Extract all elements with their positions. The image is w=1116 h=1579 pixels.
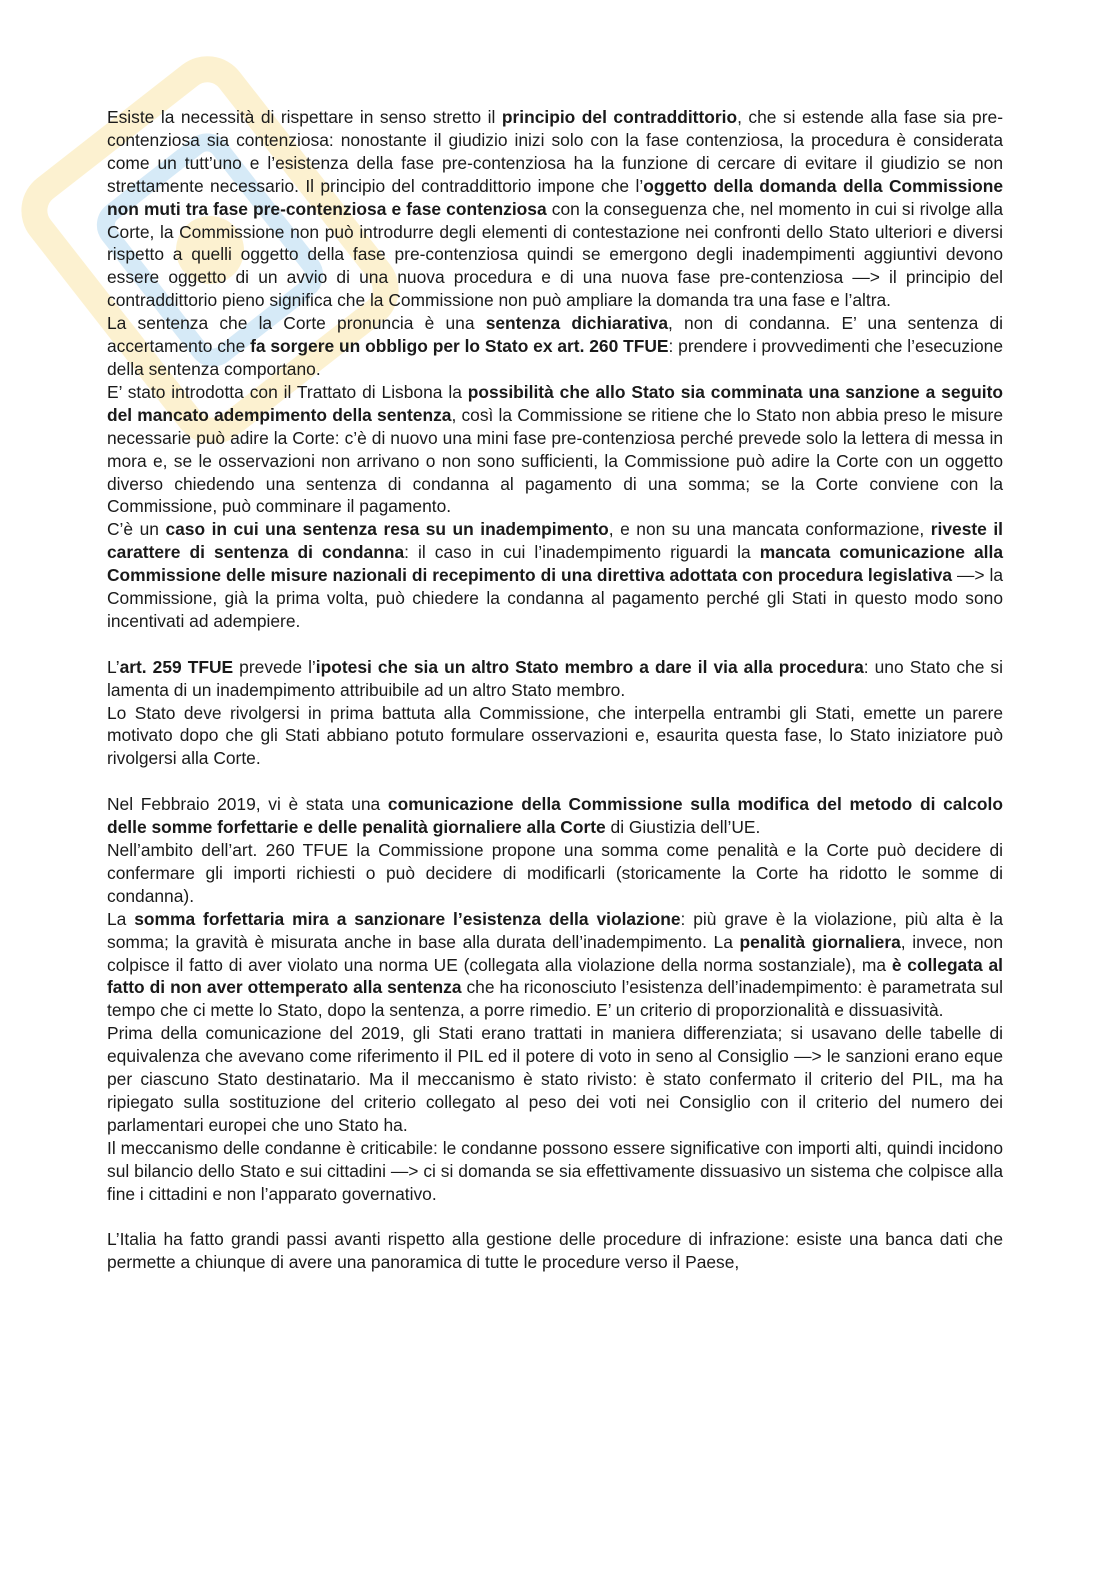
text-run: : prendere i provvedimenti che l’esecuzione della sentenza comportano. [107, 336, 1003, 379]
text-run: che ha riconosciuto l’esistenza dell’inadempimento: è parametrata sul tempo che ci mette lo Stato, dopo la sentenza, a porre rimedio. E’ un criterio di proporzionalità e dissuasività. [107, 977, 1003, 1021]
bold-text: mancata comunicazione alla Commissione delle misure nazionali di recepimento di una direttiva adottata con procedura legislativa [107, 542, 1004, 586]
text-run: di Giustizia dell’UE. [605, 817, 761, 838]
text-run: Nel Febbraio 2019, vi è stata una [107, 794, 388, 815]
bold-text: comunicazione della Commissione sulla modifica del metodo di calcolo delle somme forfettarie e delle penalità giornaliere alla Corte [107, 794, 1003, 838]
paragraph [107, 702, 1003, 771]
paragraph [107, 908, 1003, 1023]
text-run: Nell’ambito dell’art. 260 TFUE la Commissione propone una somma come penalità e la Corte può decidere di confermare gli importi richiesti o può decidere di modificarli (storicamente la Corte ha ridotto le somme di condanna). [107, 839, 1003, 906]
bold-text: riveste il carattere di sentenza di condanna [107, 519, 1004, 563]
paragraph [107, 1228, 1003, 1274]
bold-text: somma forfettaria mira a sanzionare l’esistenza della violazione [134, 908, 681, 929]
paragraph [107, 518, 1003, 633]
bold-text: principio del contraddittorio [501, 107, 738, 127]
text-run: con la conseguenza che, nel momento in cui si rivolge alla Corte, la Commissione non può introdurre degli elementi di contestazione nei confronti dello Stato ulteriori e diversi rispetto a quelli oggetto della fase pre-contenziosa quindi se emergono degli inadempimenti aggiuntivi devono essere oggetto di un avvio di una nuova procedura e di una nuova fase pre-contenziosa —> il principio del contraddittorio pieno significa che la Commissione non può ampliare la domanda tra una fase e l’altra. [107, 198, 1003, 311]
text-run: : il caso in cui l’inadempimento riguardi la [404, 542, 760, 563]
text-run: , e non su una mancata conformazione, [608, 519, 931, 540]
text-run: , che si estende alla fase sia pre-contenziosa sia contenziosa: nonostante il giudizio inizi solo con la fase contenziosa, la procedura è considerata come un tutt’uno e l’esistenza della fase pre-contenziosa ha la funzione di cercare di evitare il giudizio se non strettamente necessario. Il principio del contraddittorio impone che l’ [107, 107, 1003, 196]
text-run: La [107, 908, 135, 929]
text-run: , invece, non colpisce il fatto di aver violato una norma UE (collegata alla violazione della norma sostanziale), ma [107, 931, 1003, 975]
text-run: La sentenza che la Corte pronuncia è una [107, 313, 486, 334]
paragraph [107, 1137, 1003, 1206]
text-run: Prima della comunicazione del 2019, gli Stati erano trattati in maniera differenziata; si usavano delle tabelle di equivalenza che avevano come riferimento il PIL ed il potere di voto in seno al Consiglio —> le sanzioni erano eque per ciascuno Stato destinatario. Ma il meccanismo è stato rivisto: è stato confermato il criterio del PIL, ma ha ripiegato sulla sostituzione del criterio collegato al peso dei voti nei Consiglio con il criterio del numero dei parlamentari europei che uno Stato ha. [107, 1023, 1003, 1135]
bold-text: oggetto della domanda della Commissione non muti tra fase pre-contenziosa e fase contenziosa [107, 175, 1004, 219]
bold-text: art. 259 TFUE [119, 656, 234, 677]
bold-text: penalità giornaliera [739, 931, 901, 952]
text-run: C’è un [107, 519, 166, 540]
bold-text: possibilità che allo Stato sia comminata una sanzione a seguito del mancato adempimento della sentenza [107, 381, 1003, 425]
paragraph [107, 1022, 1003, 1137]
text-run: L’ [107, 656, 120, 677]
text-run: L’Italia ha fatto grandi passi avanti rispetto alla gestione delle procedure di infrazione: esiste una banca dati che permette a chiunque di avere una panoramica di tutte le procedure verso il Paese, [107, 1229, 1003, 1273]
paragraph [107, 793, 1003, 839]
bold-text: ipotesi che sia un altro Stato membro a dare il via alla procedura [315, 656, 864, 677]
paragraph [107, 106, 1003, 312]
paragraph [107, 656, 1003, 702]
bold-text: caso in cui una sentenza resa su un inadempimento [165, 519, 609, 540]
text-run: prevede l’ [233, 656, 316, 677]
text-run: Il meccanismo delle condanne è criticabile: le condanne possono essere significative con importi alti, quindi incidono sul bilancio dello Stato e sui cittadini —> ci si domanda se sia effettivamente dissuasivo un sistema che colpisce alla fine i cittadini e non l’apparato governativo. [107, 1137, 1003, 1204]
text-run: —> la Commissione, già la prima volta, può chiedere la condanna al pagamento perché gli Stati in questo modo sono incentivati ad adempiere. [107, 565, 1003, 631]
text-run: Esiste la necessità di rispettare in senso stretto il [107, 107, 502, 127]
bold-text: fa sorgere un obbligo per lo Stato ex art. 260 TFUE [250, 336, 669, 357]
text-run: : uno Stato che si lamenta di un inadempimento attribuibile ad un altro Stato membro. [107, 656, 1003, 700]
paragraph [107, 381, 1003, 518]
document-body [107, 106, 1003, 1274]
text-run: , così la Commissione se ritiene che lo Stato non abbia preso le misure necessarie può adire la Corte: c’è di nuovo una mini fase pre-contenziosa perché prevede solo la lettera di messa in mora e, se le osservazioni non arrivano o non sono sufficienti, la Commissione può adire la Corte con un oggetto diverso chiedendo una sentenza di condanna al pagamento di una somma; se la Corte conviene con la Commissione, può comminare il pagamento. [107, 404, 1004, 517]
bold-text: è collegata al fatto di non aver ottemperato alla sentenza [107, 954, 1003, 998]
paragraph [107, 839, 1003, 908]
text-run: Lo Stato deve rivolgersi in prima battuta alla Commissione, che interpella entrambi gli Stati, emette un parere motivato dopo che gli Stati abbiano potuto formulare osservazioni e, esaurita questa fase, lo Stato iniziatore può rivolgersi alla Corte. [107, 702, 1003, 769]
paragraph [107, 312, 1003, 381]
text-run: : più grave è la violazione, più alta è la somma; la gravità è misurata anche in base alla durata dell’inadempimento. La [107, 908, 1003, 952]
text-run: E’ stato introdotta con il Trattato di Lisbona la [107, 381, 468, 402]
bold-text: sentenza dichiarativa [485, 313, 669, 334]
text-run: , non di condanna. E’ una sentenza di accertamento che [107, 313, 1003, 357]
